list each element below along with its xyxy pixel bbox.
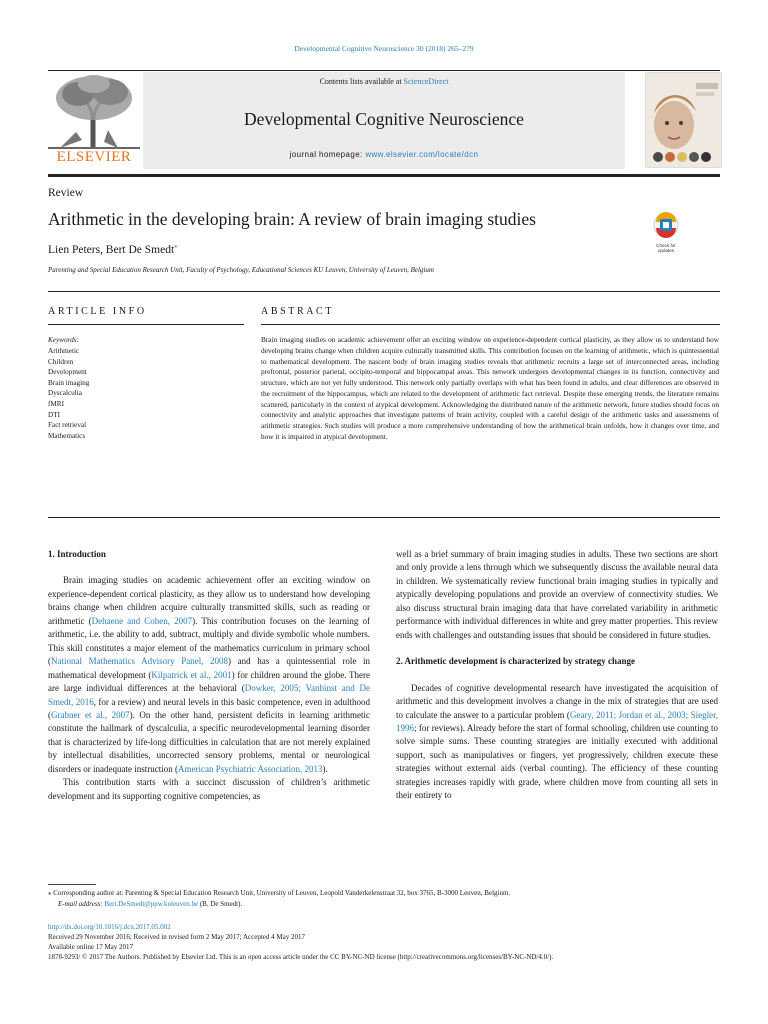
email-link[interactable]: Bert.DeSmedt@ppw.kuleuven.be	[104, 900, 199, 908]
masthead-top-rule	[48, 70, 720, 71]
contents-prefix: Contents lists available at	[319, 77, 404, 86]
journal-cover-thumbnail	[645, 72, 722, 168]
masthead-bottom-rule	[48, 174, 720, 177]
keyword: Development	[48, 368, 87, 377]
journal-name: Developmental Cognitive Neuroscience	[244, 109, 524, 129]
abstract-text: Brain imaging studies on academic achievement offer an exciting window on experience-dependent cortical plasticity, as they allow us to understand how developing brains change when children acquire culturally transmitted skills. This contribution focuses on the learning of arithmetic, which is quintessential to mathematical development. The nascent body of brain imaging studies reveals that arithmetic recruits a large set of interconnected areas, including prefrontal, posterior parietal, occipito-temporal and hippocampal areas. This network undergoes developmental changes in its function, connectivity and structure, which are not yet fully understood. This network only partially overlaps with what has been found in adults, and clear differences are observed in the recruitment of the hippocampus, which are related to the development of arithmetic fact retrieval. Despite these emerging trends, the literature remains scattered, particularly in the context of atypical development. Acknowledging the distributed nature of the arithmetic network, future studies should focus on connectivity and analytic approaches that investigate patterns of brain activity, coupled with a careful design of the arithmetic tasks and assessments of arithmetic strategies. Such studies will produce a more comprehensive understanding of how the arithmetical brain unfolds, how it changes over time, and how it is impaired in atypical development.	[261, 335, 719, 441]
homepage-link[interactable]: www.elsevier.com/locate/dcn	[365, 150, 479, 159]
keyword: Fact retrieval	[48, 421, 87, 430]
authors-text: Lien Peters, Bert De Smedt	[48, 243, 175, 256]
paragraph-section-2	[396, 682, 718, 803]
badge-line-2: updates	[657, 248, 675, 254]
available-online: Available online 17 May 2017	[48, 943, 134, 951]
publisher-wordmark: ELSEVIER	[56, 149, 132, 165]
journal-reference-link[interactable]: Developmental Cognitive Neuroscience 30 (2018) 265–279	[294, 44, 474, 53]
keyword: DTI	[48, 410, 60, 419]
contents-line	[143, 77, 625, 86]
keyword: Dyscalculia	[48, 389, 82, 398]
citation-link[interactable]: Dowker, 2005; Vanbinst and De Smedt, 2016	[48, 683, 370, 707]
email-label: E-mail address:	[58, 900, 105, 908]
paragraph-intro-3: well as a brief summary of brain imaging studies in adults. These two sections are short and only provide a lens through which we subsequently discuss the available neural data in children. We systematically review functional brain imaging studies in typically and atypically developing populations and provide an overview of connectivity studies. We also discuss structural brain imaging data that have correlated variability in arithmetic performance with individual differences in white and grey matter properties. This review ends with challenges and outstanding issues that should be considered in future studies.	[396, 549, 718, 640]
keyword: Arithmetic	[48, 347, 80, 355]
journal-homepage	[143, 150, 625, 159]
citation-link[interactable]: National Mathematics Advisory Panel, 2008	[51, 656, 229, 667]
check-for-updates-icon	[650, 212, 682, 238]
corresponding-author-footnote: ⁎ Corresponding author at: Parenting & Special Education Research Unit, University of Leuven, Leopold Vanderkelenstraat 32, box 3765, B-3000 Leuven, Belgium.	[48, 889, 511, 897]
check-for-updates-badge[interactable]	[650, 212, 682, 252]
section-2-heading: 2. Arithmetic development is characterized by strategy change	[396, 656, 635, 667]
text-run: Decades of cognitive developmental research have investigated the acquisition of arithmetic and this development involves a change in the mix of strategies that are used to calculate the answer to a particular problem (	[396, 682, 718, 720]
doi-link[interactable]: http://dx.doi.org/10.1016/j.dcn.2017.05.002	[48, 923, 171, 931]
text-run: ).	[322, 763, 328, 774]
sciencedirect-link[interactable]: ScienceDirect	[403, 77, 449, 86]
email-suffix: (B. De Smedt).	[198, 900, 243, 908]
badge-line-1: Check for	[656, 243, 676, 248]
citation-link[interactable]: Geary, 2011; Jordan et al., 2003; Siegler, 1996	[396, 709, 718, 733]
article-title: Arithmetic in the developing brain: A review of brain imaging studies	[48, 209, 536, 229]
article-info-heading: ARTICLE INFO	[48, 306, 147, 317]
keywords-list	[48, 346, 89, 441]
body-left-column	[48, 548, 370, 803]
article-type: Review	[48, 187, 84, 199]
text-run: Brain imaging studies on academic achievement offer an exciting window on experience-dependent cortical plasticity, as they allow us to understand how developing brains change when children acquire culturally transmitted skills, such as reading or arithmetic (	[48, 575, 370, 626]
homepage-prefix: journal homepage:	[289, 150, 366, 159]
keyword: fMRI	[48, 399, 64, 408]
body-right-column	[396, 548, 718, 803]
text-run: ). This contribution focuses on the learning of arithmetic, i.e. the ability to add, subtract, multiply and divide symbolic whole numbers. This skill constitutes a major element of the mathematics curriculum in primary school (	[48, 615, 370, 667]
license-line: 1878-9293/ © 2017 The Authors. Published by Elsevier Ltd. This is an open access article under the CC BY-NC-ND license (http://creativecommons.org/licenses/BY-NC-ND/4.0/).	[48, 953, 554, 961]
footnote-rule	[48, 884, 96, 885]
corresponding-author-mark[interactable]: ⁎	[174, 242, 178, 250]
citation-link[interactable]: Kilpatrick et al., 2001	[151, 669, 232, 680]
received-dates: Received 29 November 2016; Received in revised form 2 May 2017; Accepted 4 May 2017	[48, 933, 305, 941]
keyword: Children	[48, 357, 74, 366]
keyword: Brain imaging	[48, 378, 90, 387]
citation-link[interactable]: Grabner et al., 2007	[51, 709, 130, 720]
text-run: , for a review) and neural levels in this basic competence, even in adulthood (	[48, 696, 370, 720]
abstract-heading: ABSTRACT	[261, 306, 335, 317]
paragraph-intro-1	[48, 574, 370, 776]
email-footnote	[58, 899, 242, 909]
abstract-bottom-rule	[48, 517, 720, 518]
citation-link[interactable]: Dehaene and Cohen, 2007	[91, 615, 193, 626]
keyword: Mathematics	[48, 431, 86, 440]
text-run: ) for children around the globe. There are large individual differences at the behavioral (	[48, 669, 370, 694]
text-run: ). On the other hand, persistent deficits in learning arithmetic constitute the hallmark of dyscalculia, a specific neurodevelopmental learning disorder that is characterized by life-long difficulties in calculation that are not merely explained by intellectual disabilities, uncorrected sensory problems, mental or neurological disorders or inadequate instruction (	[48, 709, 370, 774]
text-run: ) and has a quintessential role in mathematical development (	[48, 656, 370, 680]
affiliation: Parenting and Special Education Research Unit, Faculty of Psychology, Educational Sciences KU Leuven, University of Leuven, Belgium	[48, 266, 434, 274]
citation-link[interactable]: American Psychiatric Association, 2013	[177, 763, 323, 774]
section-1-heading: 1. Introduction	[48, 549, 106, 559]
article-info-rule	[48, 324, 244, 325]
author-list	[48, 242, 178, 256]
keywords-label: Keywords:	[48, 336, 79, 344]
abstract-rule	[261, 324, 720, 325]
paragraph-intro-2: This contribution starts with a succinct discussion of children’s arithmetic development and its supporting cognitive competencies, as	[48, 777, 370, 801]
article-info-top-rule	[48, 291, 720, 292]
text-run: ; for reviews). Already before the start of formal schooling, children use counting to solve simple sums. These counting strategies are initially executed with additional support, such as manipulatives or fingers, yet progressively, children execute these strategies without external aids (verbal counting). The efficiency of these counting strategies increases rapidly with grade, where children move from counting all sets in their entirety to	[396, 722, 718, 801]
